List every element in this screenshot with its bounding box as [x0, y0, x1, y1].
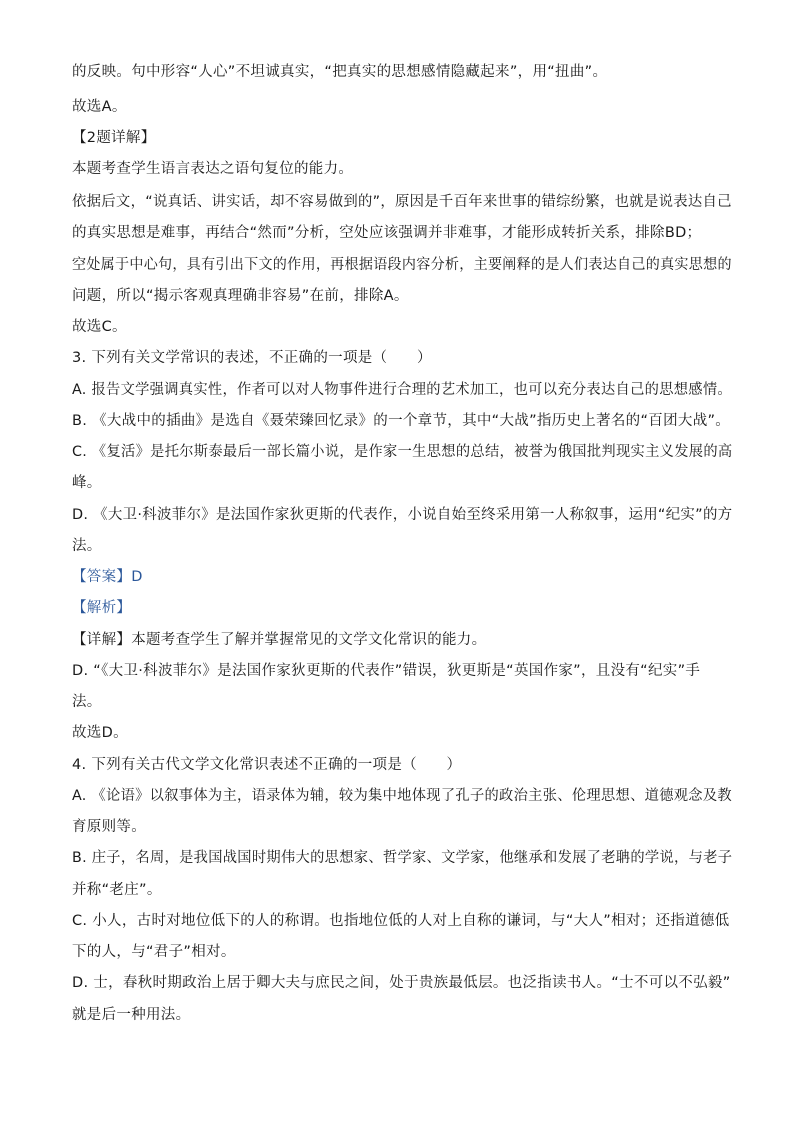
text-line: 故选A。: [72, 99, 127, 115]
option-b: B. 《大战中的插曲》是选自《聂荣臻回忆录》的一个章节，其中“大战”指历史上著名的“百团大战”。: [72, 413, 731, 429]
question-stem: 3. 下列有关文学常识的表述，不正确的一项是（ ）: [72, 350, 432, 366]
option-d-cont: 法。: [72, 538, 102, 554]
text-line: 法。: [72, 694, 102, 710]
text-line: 故选D。: [72, 725, 128, 741]
option-a-cont: 育原则等。: [72, 819, 146, 835]
option-c-cont: 下的人，与“君子”相对。: [72, 944, 236, 960]
text-line: 本题考查学生语言表达之语句复位的能力。: [72, 161, 354, 177]
option-d-cont: 就是后一种用法。: [72, 1007, 191, 1023]
option-c: C. 《复活》是托尔斯泰最后一部长篇小说，是作家一生思想的总结，被誉为俄国批判现实主义发展的高: [72, 444, 733, 460]
text-line: 问题，所以“揭示客观真理确非容易”在前，排除A。: [72, 288, 409, 304]
text-line: 故选C。: [72, 319, 127, 335]
section-heading: 【2题详解】: [72, 130, 156, 146]
text-line: 依据后文，“说真话、讲实话，却不容易做到的”，原因是千百年来世事的错综纷繁，也就是说表达自己: [72, 194, 732, 210]
text-line: D. “《大卫·科波菲尔》是法国作家狄更斯的代表作”错误，狄更斯是“英国作家”，且没有“纪实”手: [72, 663, 701, 679]
text-line: 【详解】本题考查学生了解并掌握常见的文学文化常识的能力。: [72, 632, 487, 648]
option-a: A. 《论语》以叙事体为主，语录体为辅，较为集中地体现了孔子的政治主张、伦理思想、道德观念及教: [72, 788, 732, 804]
option-c: C. 小人，古时对地位低下的人的称谓。也指地位低的人对上自称的谦词，与“大人”相对；还指道德低: [72, 913, 730, 929]
option-a: A. 报告文学强调真实性，作者可以对人物事件进行合理的艺术加工，也可以充分表达自己的思想感情。: [72, 382, 732, 398]
text-line: 的反映。句中形容“人心”不坦诚真实，“把真实的思想感情隐藏起来”，用“扭曲”。: [72, 64, 608, 80]
option-c-cont: 峰。: [72, 475, 102, 491]
text-line: 的真实思想是难事，再结合“然而”分析，空处应该强调并非难事，才能形成转折关系，排除BD；: [72, 225, 702, 241]
text-line: 空处属于中心句，具有引出下文的作用，再根据语段内容分析，主要阐释的是人们表达自己的真实思想的: [72, 257, 732, 273]
option-d: D. 士，春秋时期政治上居于卿大夫与庶民之间，处于贵族最低层。也泛指读书人。“士不可以不弘毅”: [72, 975, 731, 991]
answer-label: 【答案】D: [72, 569, 143, 585]
analysis-label: 【解析】: [72, 600, 132, 616]
option-b-cont: 并称“老庄”。: [72, 882, 162, 898]
option-b: B. 庄子，名周，是我国战国时期伟大的思想家、哲学家、文学家，他继承和发展了老聃的学说，与老子: [72, 850, 733, 866]
option-d: D. 《大卫·科波菲尔》是法国作家狄更斯的代表作，小说自始至终采用第一人称叙事，运用“纪实”的方: [72, 507, 733, 523]
question-stem: 4. 下列有关古代文学文化常识表述不正确的一项是（ ）: [72, 757, 462, 773]
